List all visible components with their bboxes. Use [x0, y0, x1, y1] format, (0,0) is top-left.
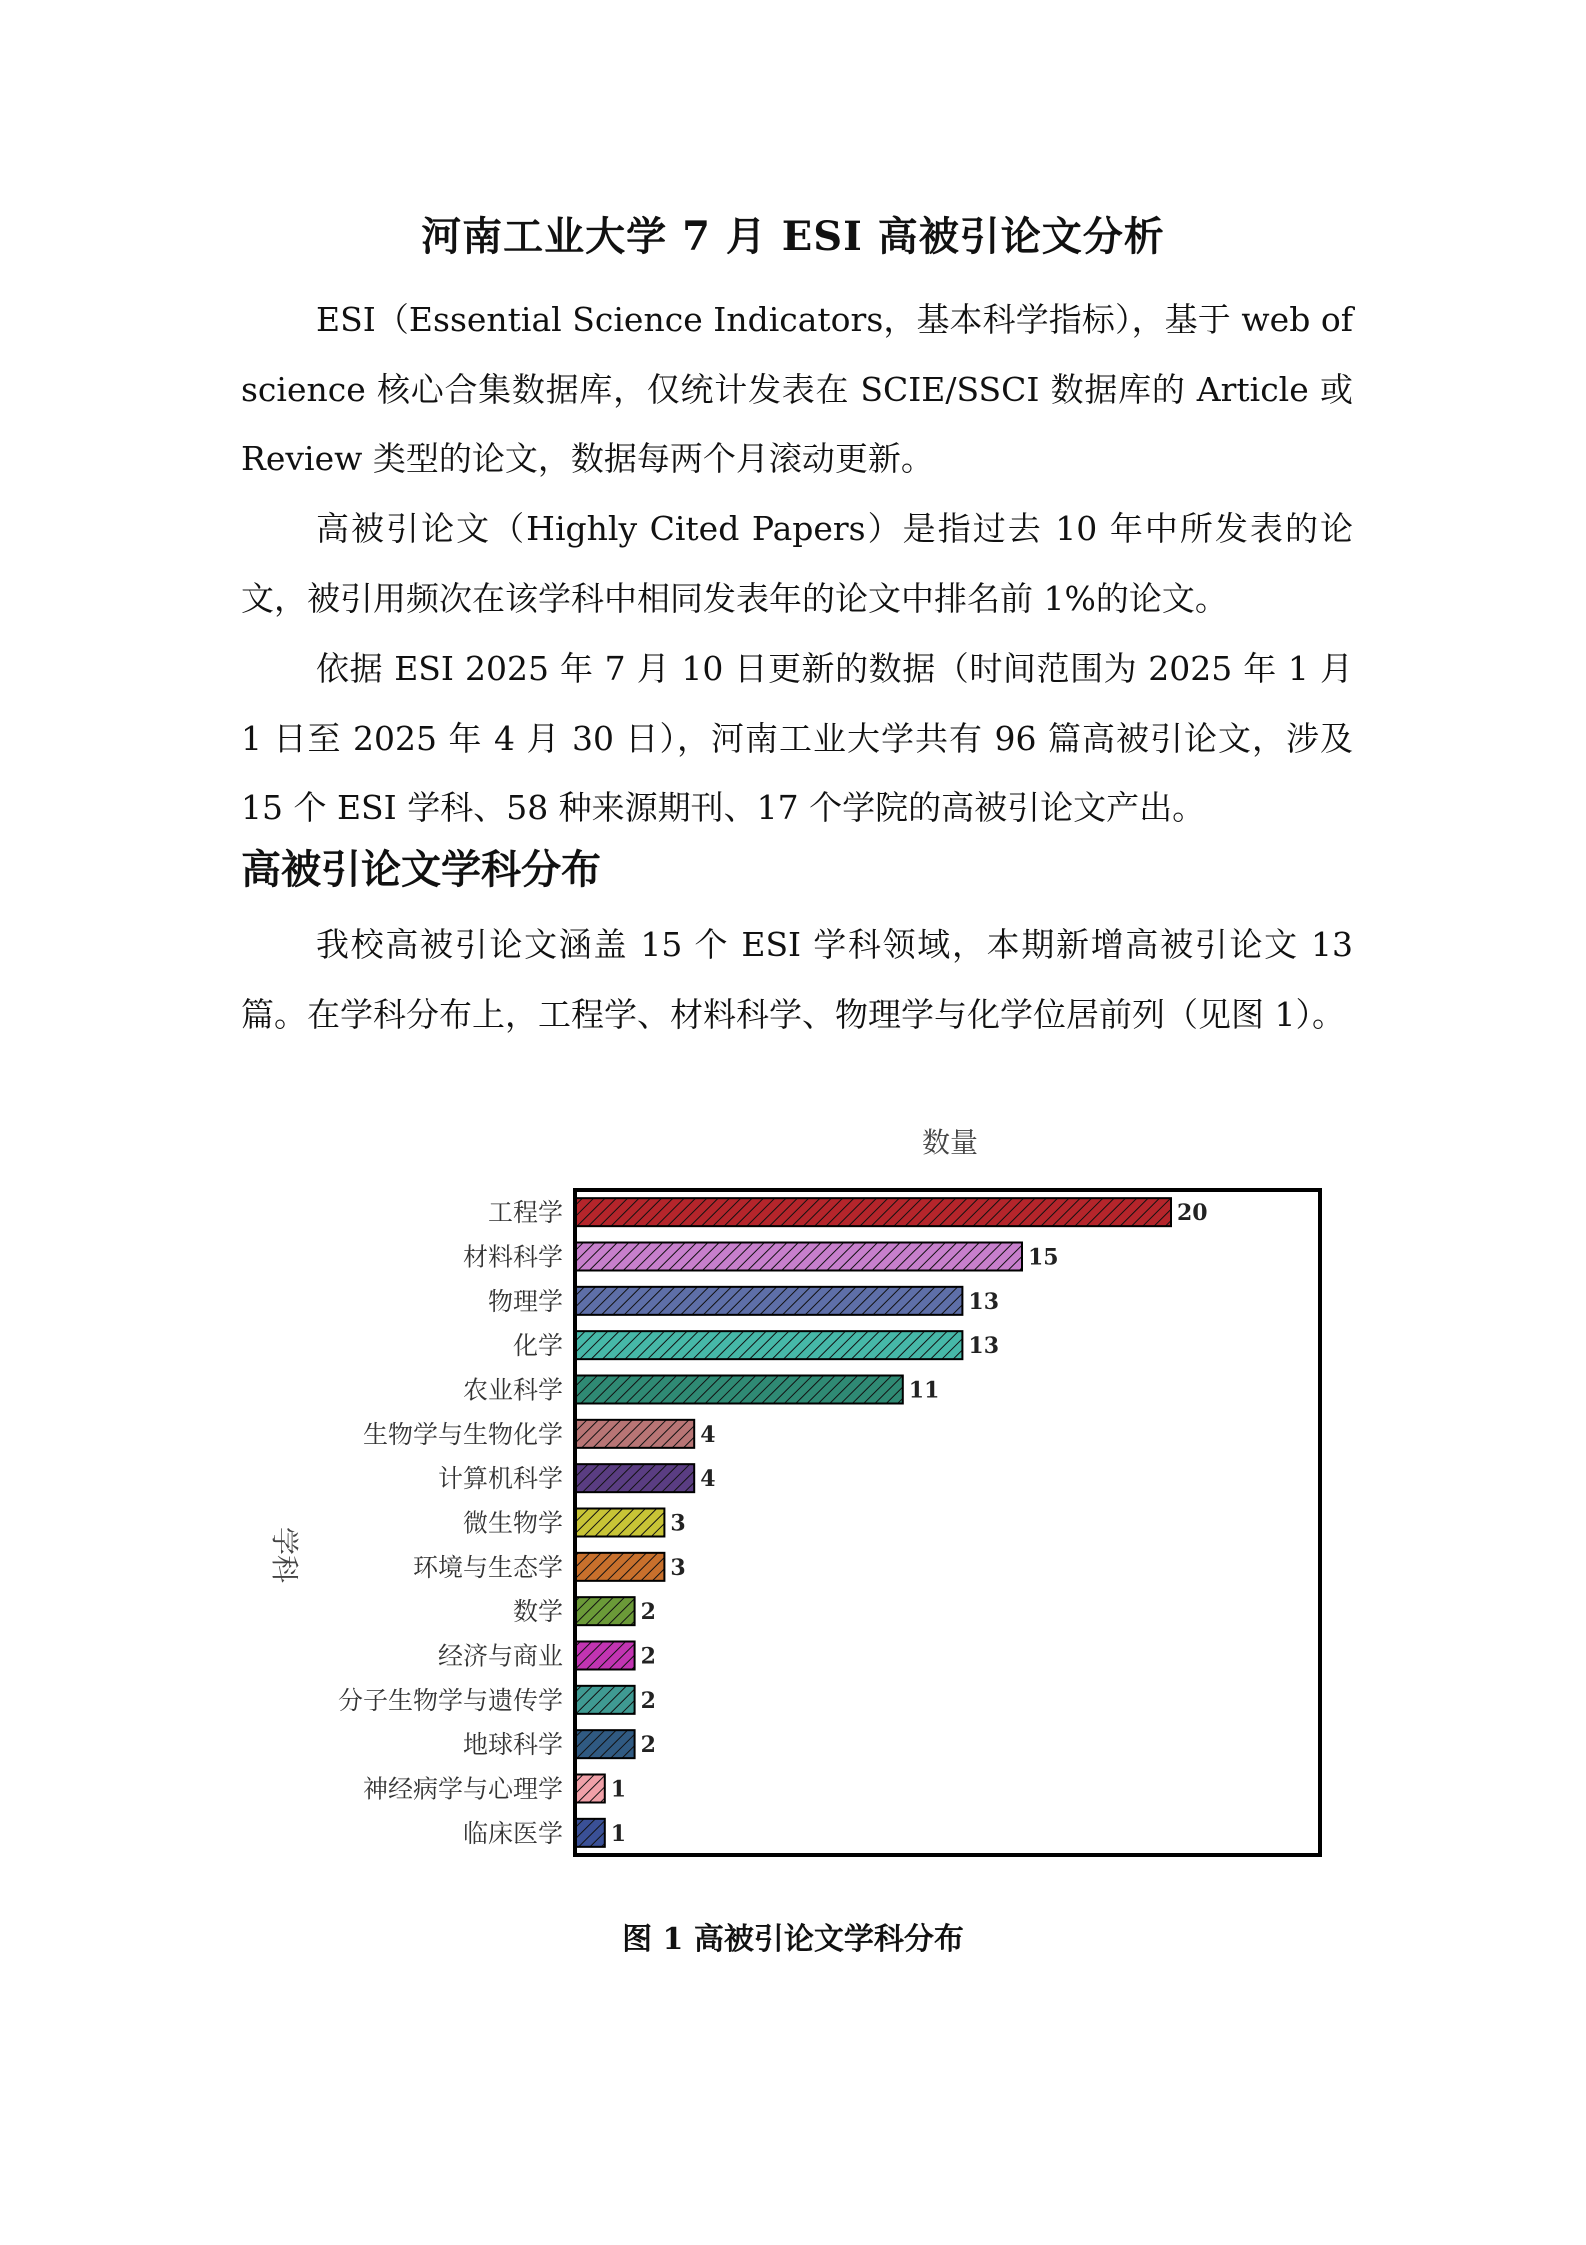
intro-paragraph-esi: ESI（Essential Science Indicators，基本科学指标），基于 web of science 核心合集数据库，仅统计发表在 SCIE/SSCI 数据库的 Article 或 Review 类型的论文，数据每两个月滚动更新。 [241, 300, 1353, 478]
subject-distribution-chart [230, 1120, 1350, 1880]
value-label: 2 [640, 1687, 656, 1714]
category-label: 微生物学 [462, 1508, 563, 1538]
category-label: 计算机科学 [437, 1464, 563, 1494]
value-label: 2 [640, 1732, 656, 1759]
value-label: 15 [1028, 1244, 1059, 1271]
bar [575, 1287, 962, 1315]
page-title: 河南工业大学 7 月 ESI 高被引论文分析 [421, 213, 1165, 260]
value-label: 13 [968, 1333, 1000, 1360]
value-label: 3 [670, 1554, 686, 1581]
value-label: 11 [908, 1377, 940, 1404]
category-label: 地球科学 [462, 1730, 563, 1760]
value-label: 2 [640, 1599, 656, 1626]
category-label: 工程学 [487, 1198, 563, 1228]
value-label: 4 [700, 1466, 716, 1493]
category-label: 化学 [512, 1331, 563, 1361]
value-label: 13 [968, 1288, 1000, 1315]
section-paragraph: 我校高被引论文涵盖 15 个 ESI 学科领域，本期新增高被引论文 13 篇。在学科分布上，工程学、材料科学、物理学与化学位居前列（见图 1）。 [241, 925, 1353, 1034]
value-label: 1 [610, 1776, 627, 1803]
category-label: 生物学与生物化学 [362, 1419, 563, 1449]
value-label: 20 [1177, 1200, 1208, 1227]
category-label: 材料科学 [462, 1242, 563, 1272]
bar [575, 1243, 1022, 1271]
bar [575, 1331, 962, 1359]
bar [575, 1198, 1171, 1226]
bar [575, 1553, 664, 1581]
category-label: 数学 [512, 1597, 563, 1627]
value-label: 4 [700, 1421, 716, 1448]
value-label: 2 [640, 1643, 656, 1670]
bar [575, 1642, 635, 1670]
bar [575, 1464, 694, 1492]
category-label: 农业科学 [462, 1375, 563, 1405]
bar [575, 1509, 664, 1537]
bar [575, 1597, 635, 1625]
figure-caption: 图 1 高被引论文学科分布 [622, 1922, 964, 1957]
category-label: 环境与生态学 [412, 1552, 563, 1582]
category-label: 神经病学与心理学 [362, 1774, 563, 1804]
bars-group [338, 1198, 1208, 1848]
bar [575, 1819, 605, 1847]
intro-paragraph-data-summary: 依据 ESI 2025 年 7 月 10 日更新的数据（时间范围为 2025 年 1 月 1 日至 2025 年 4 月 30 日），河南工业大学共有 96 篇高被引论文，涉及 15 个 ESI 学科、58 种来源期刊、17 个学院的高被引论文产出。 [241, 649, 1353, 827]
bar [575, 1686, 635, 1714]
bar [575, 1376, 903, 1404]
value-label: 3 [670, 1510, 686, 1537]
y-axis-title: 学科 [268, 1526, 301, 1584]
category-label: 物理学 [487, 1286, 563, 1316]
intro-paragraph-highly-cited: 高被引论文（Highly Cited Papers）是指过去 10 年中所发表的论文，被引用频次在该学科中相同发表年的论文中排名前 1%的论文。 [241, 509, 1353, 618]
section-heading: 高被引论文学科分布 [241, 847, 601, 893]
bar [575, 1730, 635, 1758]
bar [575, 1420, 694, 1448]
category-label: 临床医学 [462, 1818, 563, 1848]
bar [575, 1775, 605, 1803]
category-label: 分子生物学与遗传学 [337, 1685, 563, 1715]
category-label: 经济与商业 [437, 1641, 563, 1671]
x-axis-title: 数量 [921, 1126, 979, 1159]
value-label: 1 [610, 1820, 627, 1847]
